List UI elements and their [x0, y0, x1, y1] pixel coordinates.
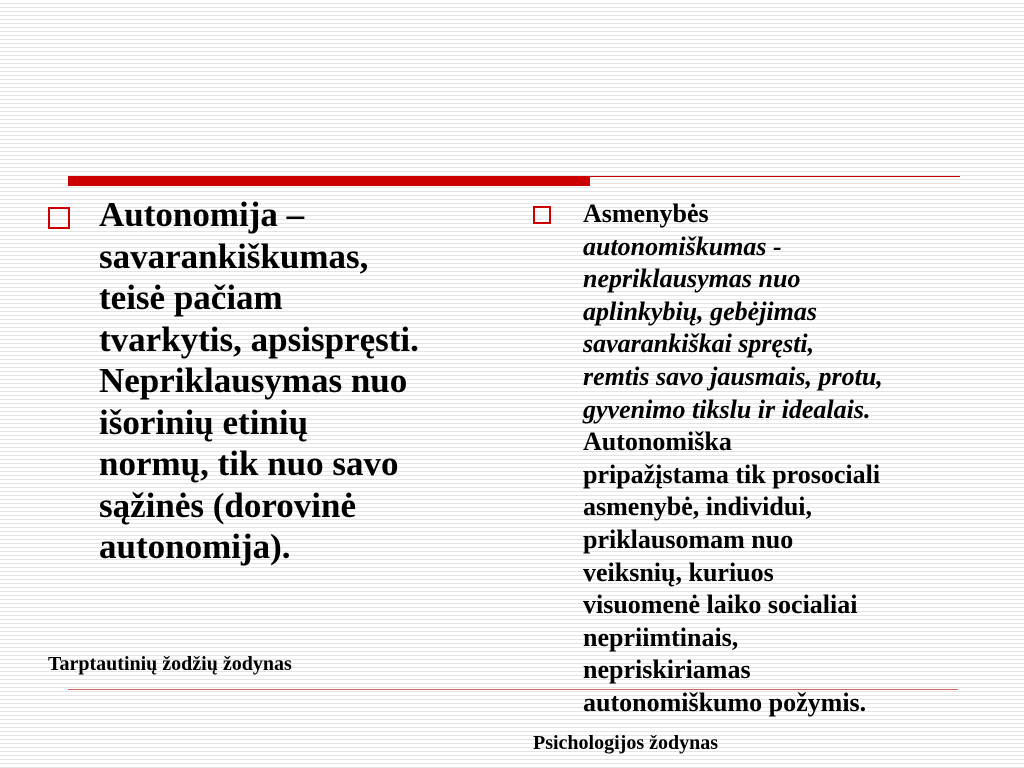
left-column [48, 194, 468, 568]
right-line-italic: gyvenimo tikslu ir idealais. [583, 394, 871, 424]
right-line-italic: remtis savo jausmais, protu, [583, 361, 883, 391]
right-line: Autonomiška [583, 427, 732, 457]
right-line: asmenybė, individui, [583, 492, 813, 522]
right-line-italic: savarankiškai spręsti, [583, 329, 815, 359]
left-source-citation: Tarptautinių žodžių žodynas [48, 653, 292, 675]
right-line-italic: nepriklausymas nuo [583, 264, 801, 294]
right-line-italic: autonomiškumas - [583, 231, 782, 261]
right-line: veiksnių, kuriuos [583, 557, 774, 587]
hollow-square-bullet-icon [533, 206, 551, 224]
right-line: pripažįstama tik prosociali [583, 459, 881, 489]
right-line: autonomiškumo požymis. [583, 687, 867, 717]
right-line: nepriskiriamas [583, 655, 751, 685]
right-line: priklausomam nuo [583, 524, 794, 554]
right-bullet [533, 198, 983, 720]
left-line: teisė pačiam [99, 278, 283, 317]
hollow-square-bullet-icon [48, 207, 70, 229]
title-divider-thin [590, 176, 960, 177]
left-line: Autonomija – [99, 195, 305, 234]
left-line: savarankiškumas, [99, 236, 369, 276]
left-line: autonomija). [99, 527, 291, 566]
left-line: išorinių etinių [99, 402, 309, 442]
title-divider-thick [68, 176, 590, 186]
left-line: sąžinės (dorovinė [99, 485, 356, 525]
left-line: Nepriklausymas nuo [99, 361, 408, 400]
left-bullet [48, 194, 468, 568]
right-bullet-text [583, 198, 883, 720]
right-line: nepriimtinais, [583, 622, 739, 652]
right-line: Asmenybės [583, 199, 709, 228]
left-line: normų, tik nuo savo [99, 444, 399, 483]
right-line-italic: aplinkybių, gebėjimas [583, 296, 817, 326]
right-line: visuomenė laiko socialiai [583, 590, 858, 620]
left-line: tvarkytis, apsispręsti. [99, 319, 419, 359]
left-bullet-text [99, 194, 419, 568]
right-source-citation: Psichologijos žodynas [533, 732, 719, 754]
right-column [533, 198, 983, 720]
